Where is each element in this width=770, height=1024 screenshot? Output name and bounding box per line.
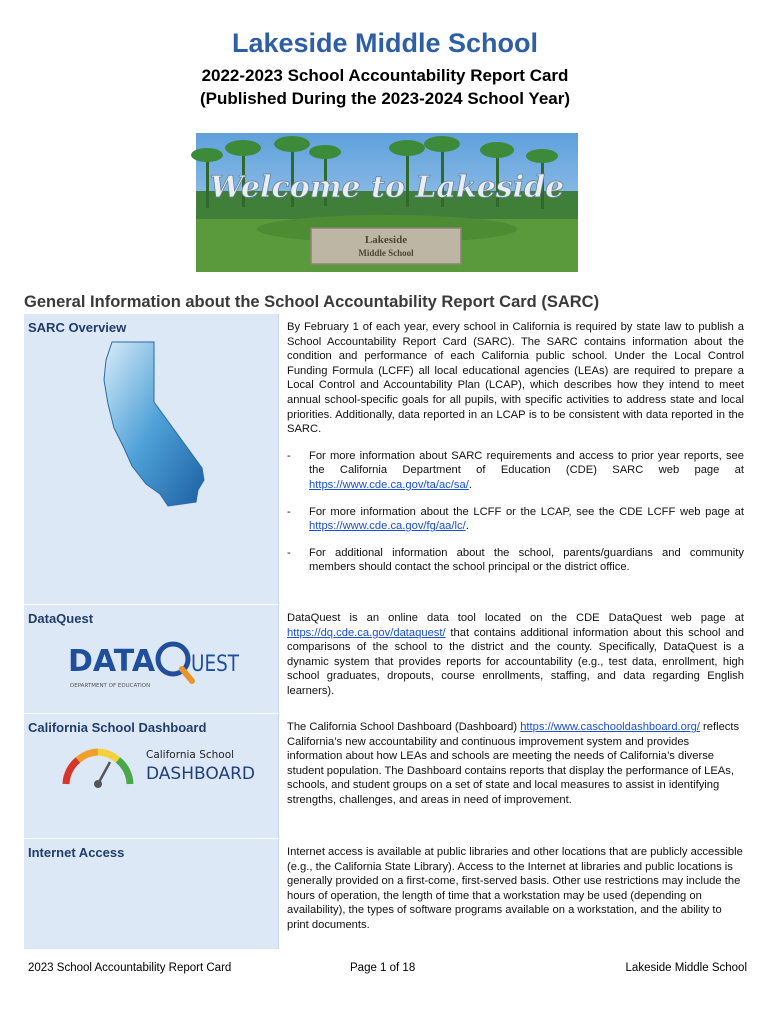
bullet-text: For additional information about the school, parents/guardians and community members should contact the school principal or the district office. [309,546,744,574]
logo-department: DEPARTMENT OF EDUCATION [70,683,151,689]
bullet-period: . [468,478,472,491]
sarc-info-table [24,314,750,950]
dashboard-link[interactable]: https://www.caschooldashboard.org/ [520,721,700,733]
dashboard-logo-line2: DASHBOARD [146,764,255,784]
school-name-title: Lakeside Middle School [231,28,539,58]
dashboard-logo-icon [60,744,255,792]
sarc-web-page-link[interactable]: https://www.cde.ca.gov/ta/ac/sa/ [309,478,469,491]
row-label-cell [24,714,279,838]
sign-line-1: Lakeside [364,234,408,246]
section-heading: General Information about the School Accountability Report Card (SARC) [24,293,600,311]
dashboard-logo-line1: California School [146,749,235,761]
row-internet-access [24,839,750,950]
report-title [0,64,770,110]
sign-line-2: Middle School [358,248,414,258]
dataquest-link[interactable]: https://dq.cde.ca.gov/dataquest/ [287,626,446,639]
lcff-web-page-link[interactable]: https://www.cde.ca.gov/fg/aa/lc/ [309,520,466,533]
logo-data: DATA [68,644,156,679]
bullet-item [287,449,744,493]
row-sarc-overview [24,314,750,605]
sarc-overview-label: SARC Overview [28,320,127,335]
row-label-cell [24,314,279,604]
bullet-text: For more information about SARC requirements and access to prior year reports, see the California Department of Education (CDE) SARC web page at [309,449,744,477]
welcome-banner-image [196,133,578,272]
bullet-item [287,546,744,575]
row-dataquest [24,605,750,714]
footer-right: Lakeside Middle School [625,962,747,974]
bullet-dash: - [287,546,291,559]
bullet-text: For more information about the LCFF or the LCAP, see the CDE LCFF web page at [309,505,744,518]
internet-access-paragraph: Internet access is available at public libraries and other locations that are publicly accessible (e.g., the California State Library). Access to the Internet at libraries and public locations is generally provided on a first-come, first-served basis. Other use restrictions may include the hours of operation, the length of time that a workstation may be used (depending on availability), the types of software programs available on a workstation, and the ability to print documents. [287,846,743,931]
dataquest-logo-icon [68,635,240,691]
welcome-text: Welcome to Lakeside [209,170,565,205]
row-label-cell [24,605,279,713]
footer-left: 2023 School Accountability Report Card [28,962,232,974]
internet-access-content [279,839,750,949]
dataquest-label: DataQuest [28,611,94,626]
bullet-dash: - [287,505,291,518]
row-dashboard [24,714,750,839]
dataquest-content [279,605,750,713]
dataquest-text-after: that contains additional information about this school and comparisons of the school to the district and the county. Specifically, DataQuest is a dynamic system that provides reports for accountability (e.g., test data, enrollment, high school graduates, dropouts, course enrollments, staffing, and data regarding English learners). [287,626,744,697]
bullet-period: . [465,520,469,533]
california-map-icon [102,340,212,530]
dashboard-content [279,714,750,838]
svg-text:UEST: UEST [191,652,240,677]
dashboard-label: California School Dashboard [28,720,207,735]
sarc-overview-content [279,314,750,604]
bullet-item [287,505,744,534]
dataquest-text-before: DataQuest is an online data tool located on the CDE DataQuest web page at [287,612,744,624]
internet-access-label: Internet Access [28,845,125,860]
footer-page-number: Page 1 of 18 [350,962,416,974]
report-title-line1: 2022-2023 School Accountability Report Card [201,66,569,85]
dashboard-text-after: reflects California’s new accountability and continuous improvement system and provides information about how LEAs and schools are meeting the needs of California’s diverse student population. The Dashboard contains reports that display the performance of LEAs, schools, and student groups on a set of state and local measures to assist in identifying strengths, challenges, and areas in need of improvement. [287,721,740,806]
dashboard-text-before: The California School Dashboard (Dashboard) [287,721,521,733]
row-label-cell [24,839,279,949]
sarc-overview-paragraph: By February 1 of each year, every school in California is required by state law to publish a School Accountability Report Card (SARC). The SARC contains information about the condition and performance of each California public school. Under the Local Control Funding Formula (LCFF) all local educational agencies (LEAs) are required to prepare a Local Control and Accountability Plan (LCAP), which describes how they intend to meet annual school-specific goals for all pupils, with specific activities to address state and local priorities. Additionally, data reported in an LCAP is to be consistent with data reported in the SARC. [287,321,744,436]
bullet-dash: - [287,449,291,462]
report-title-line2: (Published During the 2023-2024 School Year) [199,89,571,108]
